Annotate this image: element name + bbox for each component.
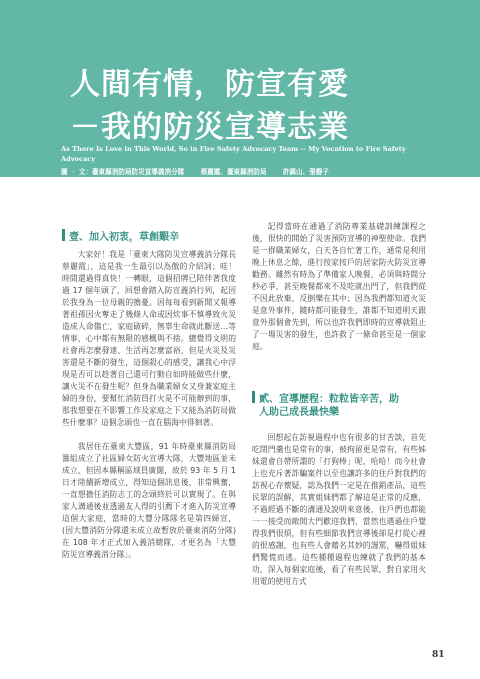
section1-paragraph-1: 大家好！我是「臺東大隊防災宣導義消分隊長蔡麗霞」，這是我一生最引以為傲的介紹詞；哇！時間還過得真快！一轉眼，這個招牌已陪伴著我度過 17 個年頭了，回想會踏入防宣義消行列，起因於我身為一位母親的擔憂。因每每看到新聞又報導著祖孫因火奪走了幾條人命或因炊事不慎導致火災造成人命傷亡，家庭破碎，無辜生命就此斷送…等情事，心中都有無限的感概與不捨。總覺得文明的社會再怎麼發達、生活再怎麼富裕，但是火災及災害還是不斷的發生，這個殺心的感受，讓我心中浮現是否可以趁著自己還可行動自如時能做些什麼，讓火災不在發生呢？但身為職業婦女又身兼家庭主婦的身份，要幫忙消防員打火是不可能辦到的事，那我想要在不影響工作及家庭之下又能為消防局做些什麼事？這個念頭也一直在腦海中徘徊著。 — [62, 250, 236, 427]
section2-body — [252, 432, 426, 600]
section-heading-2 — [252, 391, 426, 419]
section-heading-2-line1: 貳、宣導歷程：粒粒皆辛苦，助 — [259, 394, 399, 405]
english-subtitle: As There Is Love in This World, So in Fire Safety Advocacy Team -- My Vocation to Fire Safety Advocacy — [61, 145, 406, 163]
article-title-line2: －我的防災宣導志業 — [70, 110, 349, 145]
intro-paragraph: 記得當時在通過了消防專業基礎訓練課程之後，很快的開始了災害預防宣導的神聖使命。我們是一群職業婦女，白天各自忙著工作，通常是利用晚上休息之餘，進行按家按戶的居家防火防災宣導勸務。雖然有時為了準備家人晚餐，必須與時間分秒必爭，甚至晚餐都來不及吃就出門了，但我們從不因此放棄，反倒樂在其中；因為我們都知道火災是意外事件，隨時都可能發生，誰都不知道明天跟意外那個會先到，所以也許我們即時的宣導就阻止了一場災害的發生，也許救了一條命甚至是一個家庭。 — [252, 222, 426, 351]
section1-paragraph-2: 我居住在臺東大豐區，91 年時臺東縣消防局籌組成立了社區婦女防火宣導大隊，大豐地區並未成立，但因本縣稱區域員廣闊，故於 93 年 5 月 1 日才陸續新增成立，得知這個訊息後，非常興奮，一直想擔任消防志工的念頭終於可以實現了。在與家人溝通後並透過友人得的引薦下才進入防災宣導這個大家庭，當時的大豐分隊隊名是第四婦宣，(因大豐消防分隊還未成立故暫放於臺東消防分隊)在 108 年才正式加入義消總隊，才更名為「大豐防災宣導義消分隊」。 — [62, 442, 236, 559]
page-number: 81 — [432, 650, 445, 660]
column2-intro — [252, 221, 426, 365]
section-heading-1-text: 壹、加入初衷，草創艱辛 — [69, 232, 179, 243]
author-name-2: 許鎮山、張磐子 — [282, 168, 329, 176]
article-title-line1: 人間有情，防宣有愛 — [70, 67, 349, 102]
header-banner — [0, 0, 480, 177]
author-line — [61, 166, 343, 176]
section2-paragraph: 回想起在訪視過程中也有很多的甘苦談，首先吃閉門羹也是常有的事，被拘留更是常有，有些姊妹還會自帶所謂的「打狗棒」呢，哈哈！而今社會上也充斥著詐騙案件以至也讓許多的住戶對我們的訪視心存懷疑，認為我們一定是在推銷產品，這些民眾的誤解，其實姐妹們都了解這是正常的反應，不過經過不斷的溝通及說明來意後，住戶們也都能一一接受而敞開大門歡迎我們，當然也遇過住戶覺得我們很煩，但有些細節我們宣導後卻是打從心裡的很感謝，也有些人會藉名其妙的謾罵，嚇得姐妹們驚慌而逃。這些種種過程也練就了我們的基本功，深入每個家庭後，看了有些民眾，對自家用火用電的使用方式 — [252, 433, 426, 586]
section-marker — [252, 391, 255, 403]
author-name-1: 蔡麗霞、臺東縣消防局 — [200, 168, 267, 176]
section-heading-1 — [62, 229, 179, 244]
section1-body — [62, 249, 236, 573]
author-label: 圖 ‧ 文：臺東縣消防局防災宣導義消分隊 — [61, 168, 185, 176]
section-heading-2-line2: 人助己成長最快樂 — [259, 407, 339, 418]
section-marker — [62, 229, 65, 241]
